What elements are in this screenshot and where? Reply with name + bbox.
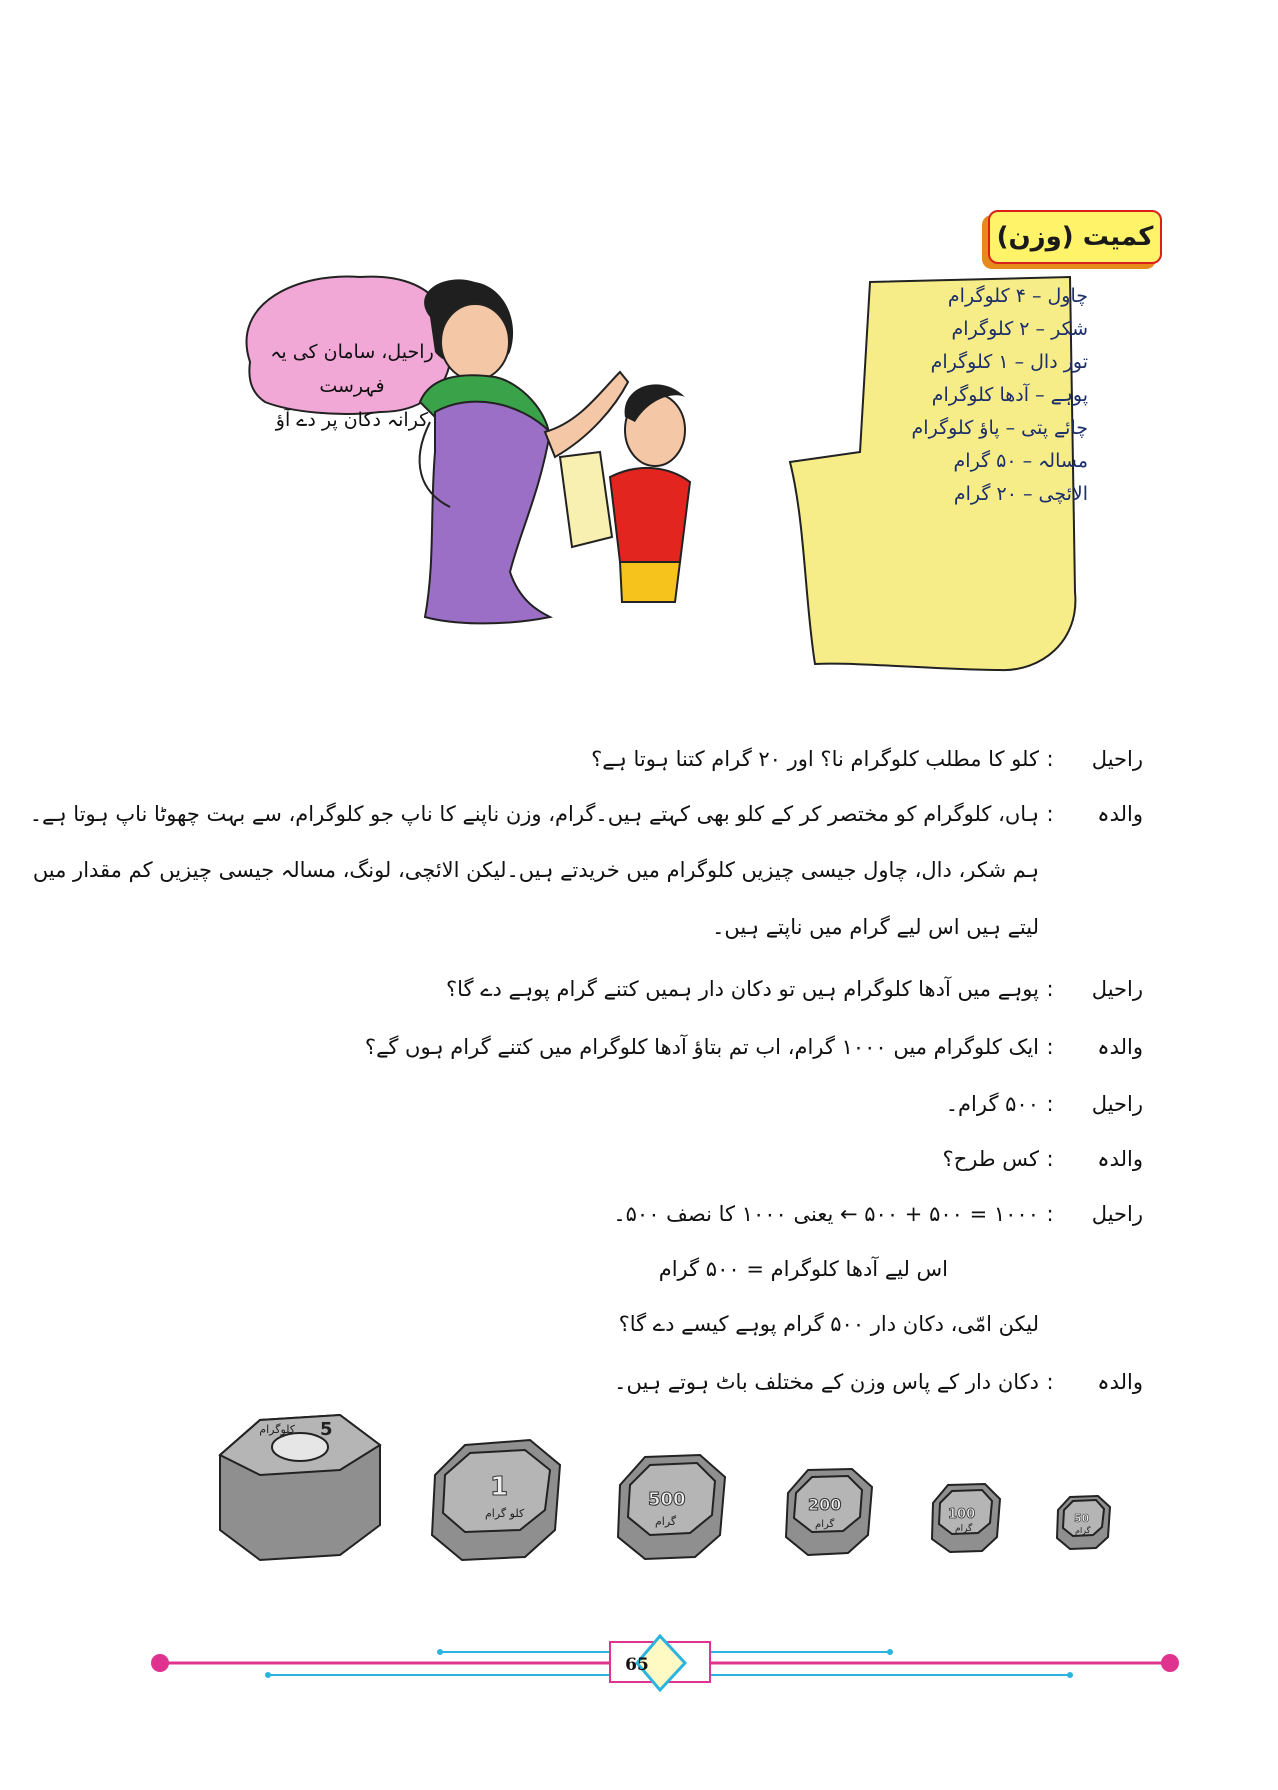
utterance: ۵۰۰ گرام۔ (945, 1092, 1039, 1116)
utterance: کس طرح؟ (942, 1147, 1039, 1171)
utterance: ایک کلوگرام میں ۱۰۰۰ گرام، اب تم بتاؤ آدھا کلوگرام میں کتنے گرام ہوں گے؟ (364, 1035, 1039, 1059)
weight-1kg (432, 1440, 560, 1560)
dialogue-continuation: ہم شکر، دال، چاول جیسی چیزیں کلوگرام میں خریدتے ہیں۔لیکن الائچی، لونگ، مسالہ جیسی چیزیں کم مقدار میں (32, 858, 1039, 882)
speech-bubble-text (252, 335, 452, 437)
dialogue-line (143, 1195, 1143, 1233)
speaker: والدہ (1097, 802, 1143, 826)
colon: : (1046, 977, 1054, 1001)
list-item: چائے پتی – پاؤ کلوگرام (911, 417, 1088, 439)
shopping-list (868, 280, 1088, 670)
list-item: مسالہ – ۵۰ گرام (953, 450, 1088, 472)
utterance: ۱۰۰۰ = ۵۰۰ + ۵۰۰ ← یعنی ۱۰۰۰ کا نصف ۵۰۰۔ (613, 1202, 1039, 1226)
list-item: پوہے – آدھا کلوگرام (931, 384, 1088, 406)
weight-unit: گرام (815, 1519, 835, 1530)
page-footer-decoration (150, 1630, 1180, 1700)
weight-unit: گرام (1075, 1526, 1091, 1535)
weight-100g (932, 1484, 1000, 1552)
list-item: الائچی – ۲۰ گرام (953, 483, 1088, 505)
mother-figure (420, 279, 628, 623)
footer-dot-right (1161, 1654, 1179, 1672)
section-title: کمیت (وزن) (988, 210, 1162, 264)
list-item: شکر – ۲ کلوگرام (951, 318, 1088, 340)
weight-unit: کلوگرام (259, 1423, 295, 1436)
colon: : (1046, 802, 1054, 826)
footer-dot-left (151, 1654, 169, 1672)
colon: : (1046, 1147, 1054, 1171)
weight-value: 50 (1074, 1512, 1090, 1525)
weight-value: 200 (808, 1495, 842, 1514)
weight-500g (618, 1455, 725, 1559)
dialogue-continuation: اس لیے آدھا کلوگرام = ۵۰۰ گرام (658, 1257, 948, 1281)
utterance: دکان دار کے پاس وزن کے مختلف باٹ ہوتے ہیں۔ (614, 1370, 1039, 1394)
speech-line-2: کرانہ دکان پر دے آؤ (275, 409, 429, 431)
weight-50g (1057, 1496, 1110, 1549)
colon: : (1046, 1370, 1054, 1394)
dialogue-line (143, 1140, 1143, 1178)
colon: : (1046, 1092, 1054, 1116)
speaker: راحیل (1091, 977, 1143, 1001)
speaker: والدہ (1097, 1370, 1143, 1394)
dialogue-line (143, 970, 1143, 1008)
dialogue-continuation: لیکن امّی، دکان دار ۵۰۰ گرام پوہے کیسے دے گا؟ (618, 1312, 1039, 1336)
weight-value: 500 (648, 1489, 686, 1510)
weight-value: 1 (490, 1472, 509, 1502)
speech-line-1: راحیل، سامان کی یہ فہرست (270, 341, 434, 397)
dialogue-line (143, 1028, 1143, 1066)
list-item: تور دال – ۱ کلوگرام (930, 351, 1088, 373)
utterance: کلو کا مطلب کلوگرام نا؟ اور ۲۰ گرام کتنا ہوتا ہے؟ (591, 747, 1039, 771)
colon: : (1046, 1035, 1054, 1059)
weight-unit: کلو گرام (485, 1507, 525, 1520)
dialogue-line (29, 795, 1143, 833)
speaker: والدہ (1097, 1035, 1143, 1059)
weight-unit: گرام (655, 1515, 677, 1528)
weight-5kg (220, 1415, 380, 1560)
utterance: ہاں، کلوگرام کو مختصر کر کے کلو بھی کہتے ہیں۔گرام، وزن ناپنے کا ناپ جو کلوگرام، سے بہت چھوٹا ناپ ہوتا ہے۔ (29, 802, 1039, 826)
utterance: پوہے میں آدھا کلوگرام ہیں تو دکان دار ہمیں کتنے گرام پوہے دے گا؟ (445, 977, 1039, 1001)
weights-illustration (200, 1385, 1160, 1585)
colon: : (1046, 1202, 1054, 1226)
speaker: راحیل (1091, 1202, 1143, 1226)
weight-value: 100 (948, 1507, 976, 1522)
weight-unit: گرام (955, 1524, 973, 1534)
dialogue-line (143, 740, 1143, 778)
dialogue-line (143, 1085, 1143, 1123)
weight-200g (786, 1469, 872, 1555)
page-number: 65 (625, 1655, 649, 1675)
colon: : (1046, 747, 1054, 771)
weight-value: 5 (320, 1419, 333, 1440)
dialogue-continuation: لیتے ہیں اس لیے گرام میں ناپتے ہیں۔ (712, 915, 1039, 939)
speaker: راحیل (1091, 747, 1143, 771)
speaker: راحیل (1091, 1092, 1143, 1116)
list-item: چاول – ۴ کلوگرام (947, 285, 1088, 307)
speaker: والدہ (1097, 1147, 1143, 1171)
